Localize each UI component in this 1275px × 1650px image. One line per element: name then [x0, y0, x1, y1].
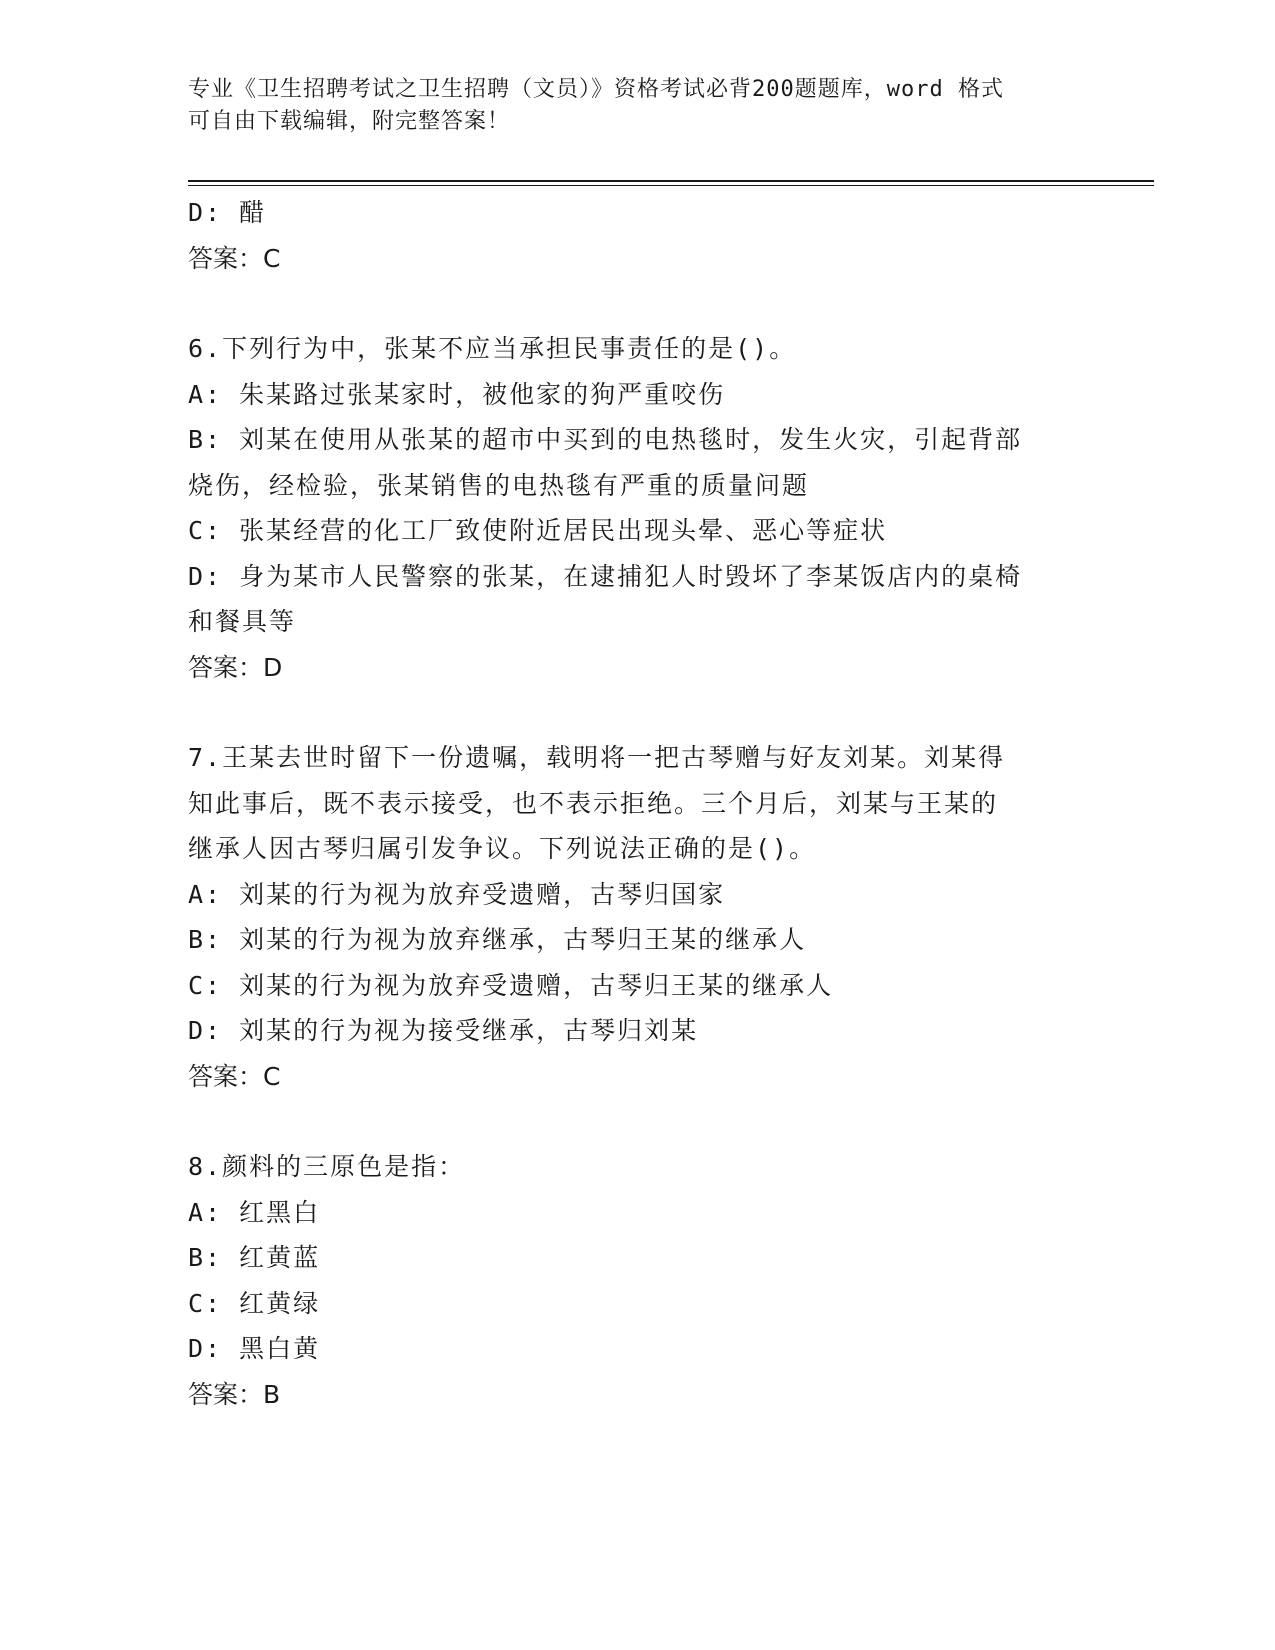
question-7: [188, 735, 1088, 1099]
option-d: D: 黑白黄: [188, 1334, 321, 1363]
header-divider-thin: [188, 185, 1154, 186]
option-a: A: 朱某路过张某家时，被他家的狗严重咬伤: [188, 379, 726, 409]
option-d: D: 身为某市人民警察的张某，在逮捕犯人时毁坏了李某饭店内的桌椅: [188, 561, 1023, 591]
document-header: [188, 74, 1088, 138]
option-c: C: 红黄绿: [188, 1288, 321, 1318]
question-stem: 6.下列行为中，张某不应当承担民事责任的是()。: [188, 334, 797, 363]
option-d: D: 醋: [188, 198, 267, 227]
option-b: B: 刘某的行为视为放弃继承，古琴归王某的继承人: [188, 925, 807, 954]
option-b: B: 红黄蓝: [188, 1243, 321, 1272]
option-d-continued: 和餐具等: [188, 607, 297, 636]
answer-line: 答案：C: [188, 1061, 281, 1091]
answer-line: 答案：B: [188, 1379, 281, 1409]
question-6: [188, 326, 1088, 690]
option-c: C: 刘某的行为视为放弃受遗赠，古琴归王某的继承人: [188, 970, 834, 1000]
option-b: B: 刘某在使用从张某的超市中买到的电热毯时，发生火灾，引起背部: [188, 425, 1023, 454]
question-stem: 7.王某去世时留下一份遗嘱，载明将一把古琴赠与好友刘某。刘某得: [188, 743, 1006, 772]
question-stem: 8.颜料的三原色是指：: [188, 1152, 466, 1181]
question-8: [188, 1144, 1088, 1417]
header-divider-thick: [188, 180, 1154, 182]
previous-question-tail: [188, 190, 1088, 281]
question-stem-continued: 继承人因古琴归属引发争议。下列说法正确的是()。: [188, 834, 817, 863]
answer-line: 答案：D: [188, 652, 283, 682]
option-a: A: 刘某的行为视为放弃受遗赠，古琴归国家: [188, 879, 726, 909]
option-a: A: 红黑白: [188, 1197, 321, 1227]
option-b-continued: 烧伤，经检验，张某销售的电热毯有严重的质量问题: [188, 470, 810, 500]
option-c: C: 张某经营的化工厂致使附近居民出现头晕、恶心等症状: [188, 516, 888, 545]
option-d: D: 刘某的行为视为接受继承，古琴归刘某: [188, 1016, 699, 1045]
question-stem-continued: 知此事后，既不表示接受，也不表示拒绝。三个月后，刘某与王某的: [188, 788, 999, 818]
header-line-2: 可自由下载编辑，附完整答案！: [188, 109, 511, 134]
answer-line: 答案：C: [188, 243, 281, 273]
header-line-1: 专业《卫生招聘考试之卫生招聘（文员）》资格考试必背200题题库，word 格式: [188, 77, 1004, 102]
question-list: [188, 190, 1088, 1417]
